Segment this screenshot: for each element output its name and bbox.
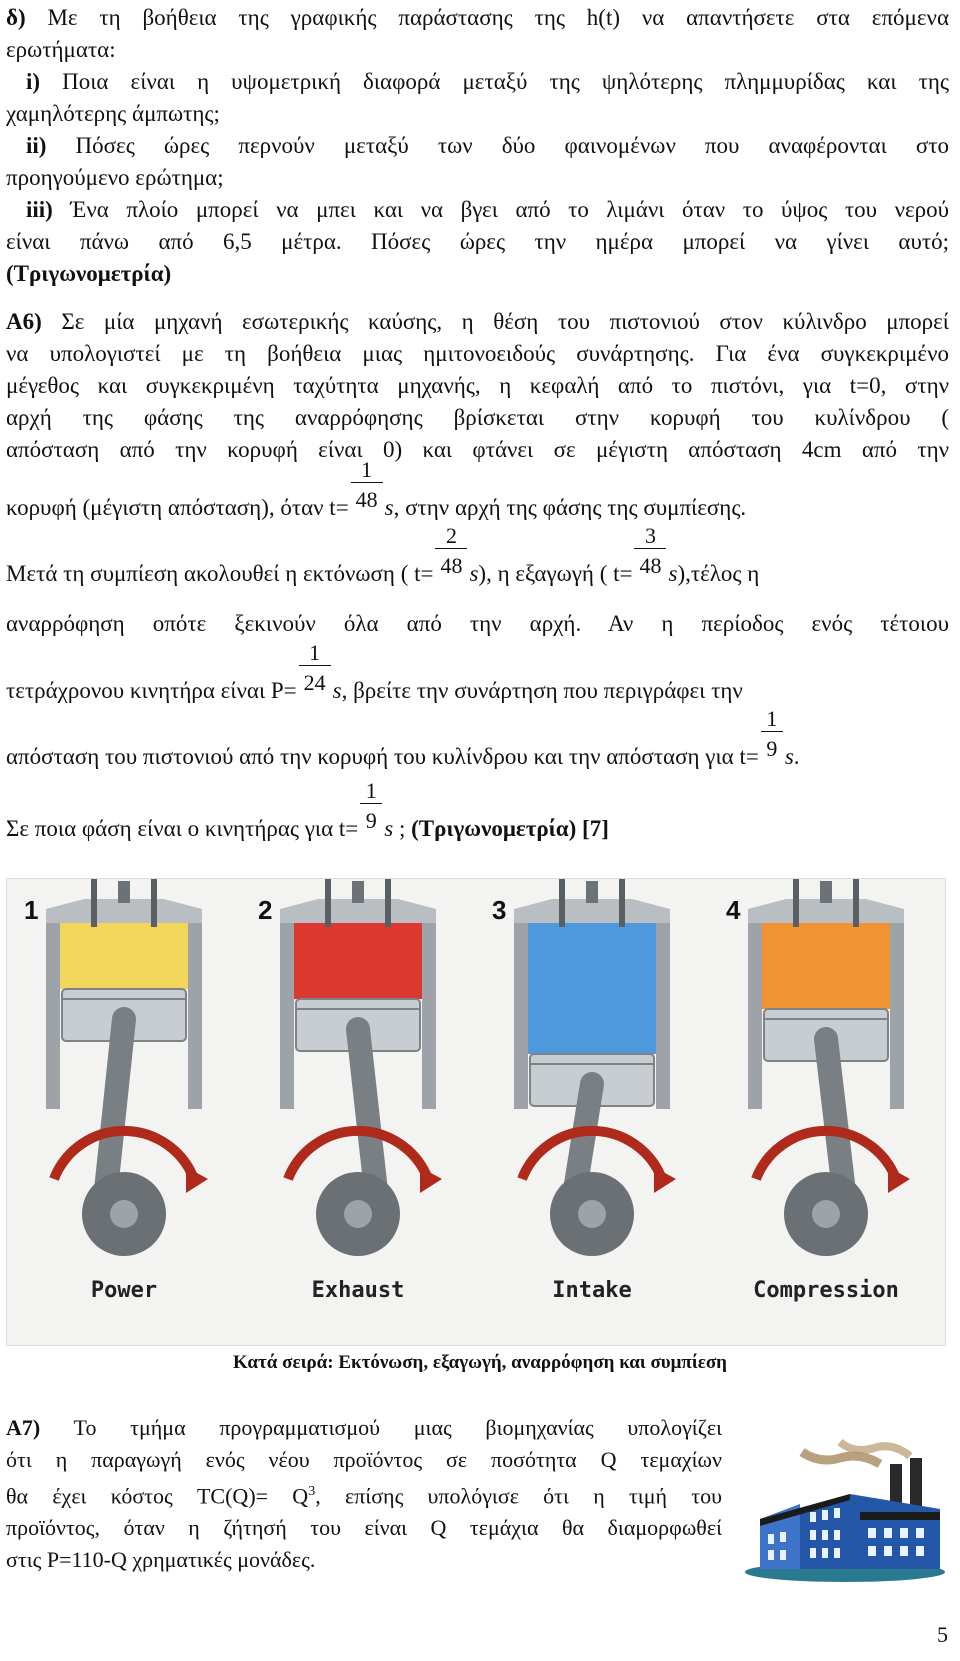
a7-line-1: Α7) Το τμήμα προγραμματισμού μιας βιομηχανίας υπολογίζει bbox=[6, 1415, 722, 1440]
question-i-line-1: i) Ποια είναι η υψομετρική διαφορά μεταξύ της ψηλότερης πλημμυρίδας και της bbox=[26, 69, 949, 94]
part-d-tag: (Τριγωνομετρία) bbox=[6, 261, 172, 286]
spark-plug-icon bbox=[820, 881, 832, 903]
engine-stroke-exhaust bbox=[258, 879, 442, 1303]
rotation-arrow-icon bbox=[54, 1131, 194, 1179]
a7-line-2: ότι η παραγωγή ενός νέου προϊόντος σε ποσότητα Q τεμαχίων bbox=[6, 1447, 722, 1472]
a6-line-4: αρχή της φάσης της αναρρόφησης βρίσκεται στην κορυφή του κυλίνδρου ( bbox=[6, 405, 949, 430]
spark-plug-icon bbox=[586, 881, 598, 903]
fraction-1-24: $\frac{1}{24}$ bbox=[297, 668, 333, 698]
a6-tag: (Τριγωνομετρία) [7] bbox=[411, 816, 609, 841]
a6-line-8: αναρρόφηση οπότε ξεκινούν όλα από την αρχή. Αν η περίοδος ενός τέτοιου bbox=[6, 611, 949, 636]
a7-line-5: στις P=110-Q χρηματικές μονάδες. bbox=[6, 1547, 316, 1573]
question-iii-line-2: είναι πάνω από 6,5 μέτρα. Πόσες ώρες την ημέρα μπορεί να γίνει αυτό; bbox=[6, 229, 949, 254]
a6-line-1: Α6) Σε μία μηχανή εσωτερικής καύσης, η θέση του πιστονιού στον κύλινδρο μπορεί bbox=[6, 309, 949, 334]
question-i-line-2: χαμηλότερης άμπωτης; bbox=[6, 101, 220, 126]
rotation-arrow-icon bbox=[288, 1131, 428, 1179]
a6-line-3: μέγεθος και συγκεκριμένη ταχύτητα μηχανής, η κεφαλή από το πιστόνι, για t=0, στην bbox=[6, 373, 949, 398]
stroke-label: Exhaust bbox=[311, 1278, 405, 1303]
stroke-gas-exhaust bbox=[294, 923, 422, 999]
engine-strokes-illustration bbox=[7, 879, 945, 1345]
part-d-line-2: ερωτήματα: bbox=[6, 37, 116, 62]
a6-line-5: απόσταση από την κορυφή είναι 0) και φτάνει σε μέγιστη απόσταση 4cm από την bbox=[6, 437, 949, 462]
a6-line-6: κορυφή (μέγιστη απόσταση), όταν t= $\frac{1}{48}$ s, στην αρχή της φάσης της συμπίεσης. bbox=[6, 457, 747, 520]
part-d-line-1: δ) Με τη βοήθεια της γραφικής παράστασης της h(t) να απαντήσετε στα επόμενα bbox=[6, 5, 949, 30]
stroke-label: Power bbox=[90, 1278, 158, 1303]
factory-clipart bbox=[740, 1434, 950, 1586]
stroke-number: 1 bbox=[24, 895, 39, 925]
engine-strokes-figure bbox=[6, 878, 946, 1346]
a7-paragraph bbox=[6, 1412, 722, 1576]
a6-paragraph bbox=[6, 306, 949, 466]
a6-line-7: Μετά τη συμπίεση ακολουθεί η εκτόνωση ( t= $\frac{2}{48}$ s), η εξαγωγή ( t= $\frac{3}{48}$ s),τέλος η bbox=[6, 523, 760, 586]
a7-label: Α7) bbox=[6, 1415, 41, 1440]
engine-stroke-power bbox=[24, 879, 208, 1303]
stroke-gas-compression bbox=[762, 923, 890, 1009]
stroke-gas-power bbox=[60, 923, 188, 989]
spark-plug-icon bbox=[118, 881, 130, 903]
fraction-1-9: $\frac{1}{9}$ bbox=[759, 734, 785, 764]
question-iii-line-1: iii) Ένα πλοίο μπορεί να μπει και να βγει από το λιμάνι όταν το ύψος του νερού bbox=[26, 197, 950, 222]
question-ii-line-2: προηγούμενο ερώτημα; bbox=[6, 165, 224, 190]
engine-stroke-compression bbox=[726, 879, 910, 1303]
stroke-number: 2 bbox=[258, 895, 273, 925]
a6-line-2: να υπολογιστεί με τη βοήθεια μιας ημιτονοειδούς συνάρτησης. Για ένα συγκεκριμένο bbox=[6, 341, 949, 366]
stroke-number: 3 bbox=[492, 895, 507, 925]
a6-line-11: Σε ποια φάση είναι ο κινητήρας για t= $\frac{1}{9}$ s ; (Τριγωνομετρία) [7] bbox=[6, 778, 609, 841]
a7-line-3: θα έχει κόστος $TC(Q)= Q^3$, επίσης υπολόγισε ότι η τιμή του bbox=[6, 1483, 722, 1509]
stroke-label: Compression bbox=[753, 1278, 899, 1303]
part-d-label: δ) bbox=[6, 5, 26, 30]
fraction-3-48: $\frac{3}{48}$ bbox=[632, 551, 668, 581]
page-number: 5 bbox=[937, 1622, 948, 1647]
a6-line-10: απόσταση του πιστονιού από την κορυφή του κυλίνδρου και την απόσταση για t= $\frac{1}{9}$ s. bbox=[6, 706, 800, 769]
stroke-gas-intake bbox=[528, 923, 656, 1054]
a7-line-4: προϊόντος, όταν η ζήτησή του είναι Q τεμάχια θα διαμορφωθεί bbox=[6, 1515, 722, 1541]
part-d-paragraph bbox=[6, 2, 949, 290]
a6-label: Α6) bbox=[6, 309, 42, 334]
stroke-number: 4 bbox=[726, 895, 741, 925]
fraction-1-9-b: $\frac{1}{9}$ bbox=[358, 806, 384, 836]
fraction-1-48: $\frac{1}{48}$ bbox=[349, 485, 385, 515]
a6-line-9: τετράχρονου κινητήρα είναι P= $\frac{1}{24}$ s, βρείτε την συνάρτηση που περιγράφει την bbox=[6, 640, 743, 703]
question-ii-line-1: ii) Πόσες ώρες περνούν μεταξύ των δύο φαινομένων που αναφέρονται στο bbox=[26, 133, 949, 158]
figure-caption: Κατά σειρά: Εκτόνωση, εξαγωγή, αναρρόφηση και συμπίεση bbox=[233, 1352, 727, 1373]
stroke-label: Intake bbox=[552, 1278, 632, 1303]
fraction-2-48: $\frac{2}{48}$ bbox=[433, 551, 469, 581]
spark-plug-icon bbox=[352, 881, 364, 903]
engine-stroke-intake bbox=[492, 879, 676, 1303]
